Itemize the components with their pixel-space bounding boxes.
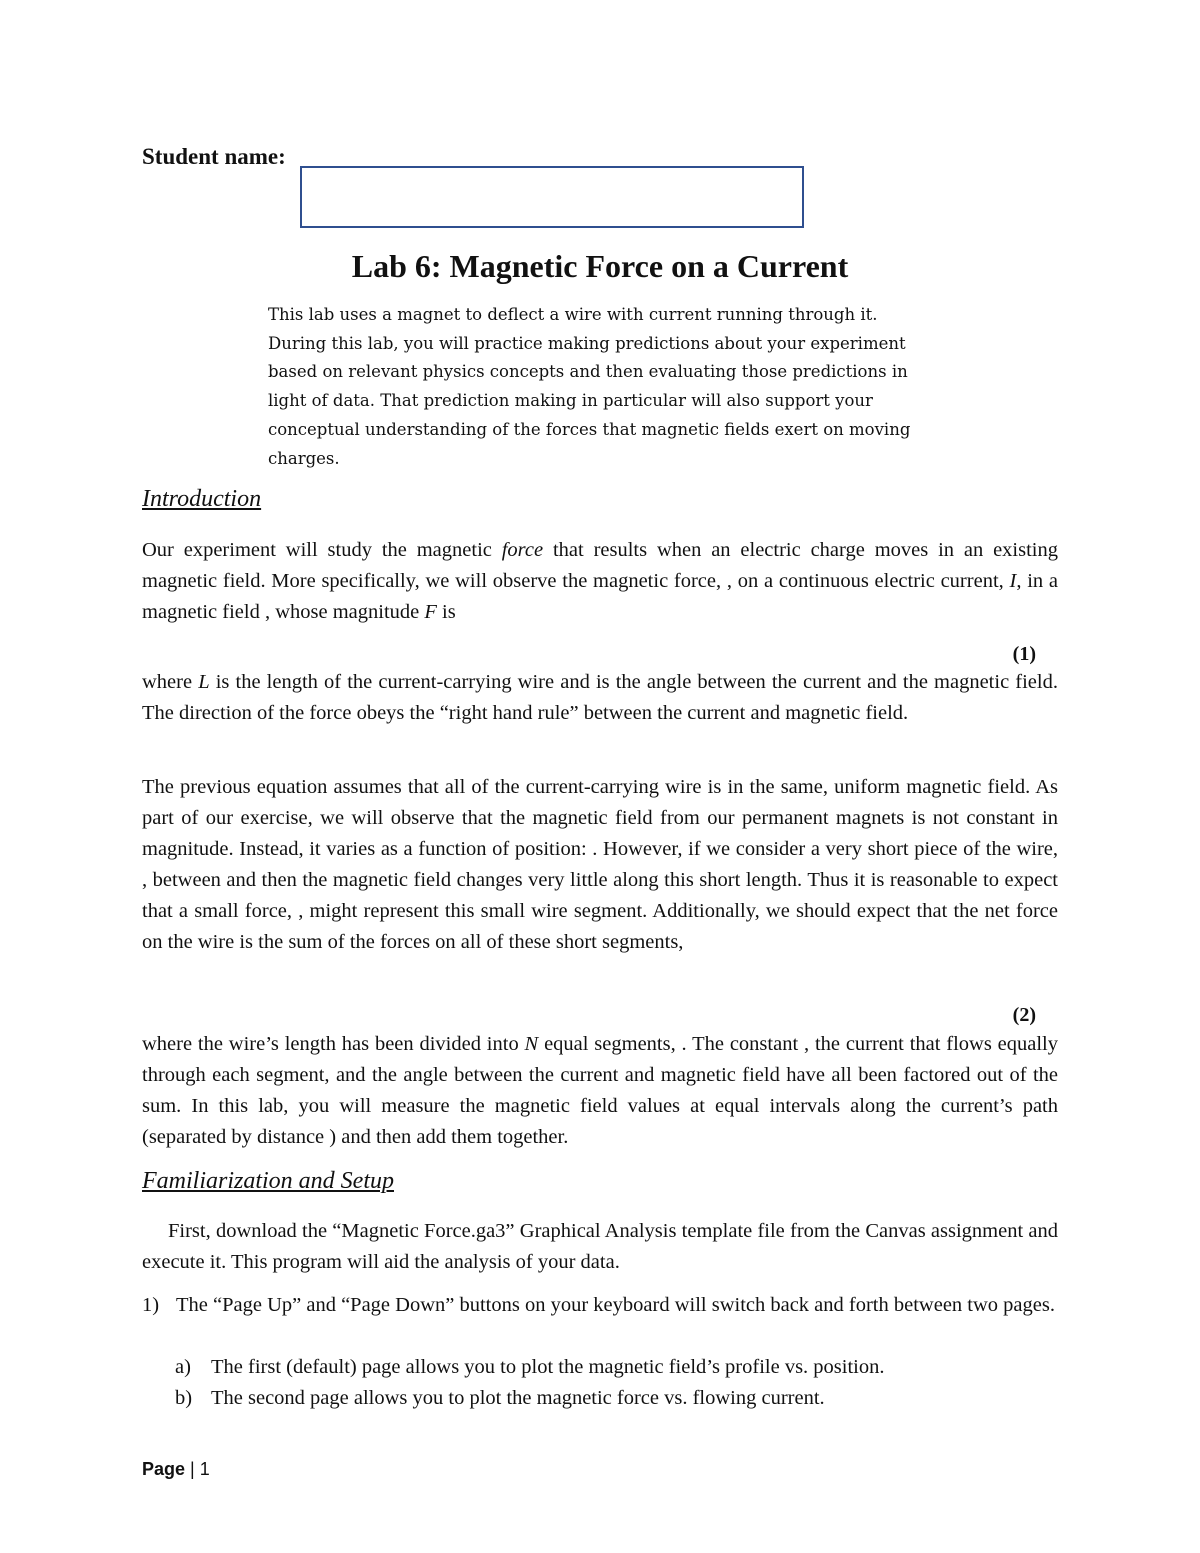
student-name-input-box[interactable] [300, 166, 804, 228]
abstract-paragraph: This lab uses a magnet to deflect a wire with current running through it. During this lab, you will practice making predictions about your experiment based on relevant physics concepts and then evaluating those predictions in light of data. That prediction making in particular will also support your conceptual understanding of the forces that magnetic fields exert on moving charges. [268, 305, 911, 468]
list-item-a-text: The first (default) page allows you to plot the magnetic field’s profile vs. position. [211, 1356, 885, 1378]
intro-paragraph-3: The previous equation assumes that all of the current-carrying wire is in the same, uniform magnetic field. As part of our exercise, we will observe that the magnetic field from our permanent magnets is not constant in magnitude. Instead, it varies as a function of position: . However, if we consider a very short piece of the wire, , between and then the magnetic field changes very little along this short length. Thus it is reasonable to expect that a small force, , might represent this small wire segment. Additionally, we should expect that the net force on the wire is the sum of the forces on all of these short segments, [142, 776, 1058, 953]
list-item-b [175, 1383, 1058, 1414]
list-item-b-marker: b) [175, 1387, 193, 1409]
setup-heading: Familiarization and Setup [142, 1168, 394, 1194]
intro-p1-force-symbol: F [424, 601, 437, 623]
list-item-a-marker: a) [175, 1356, 191, 1378]
list-item-1 [142, 1290, 1058, 1321]
footer-page-number: 1 [199, 1459, 210, 1479]
list-item-1-text: The “Page Up” and “Page Down” buttons on your keyboard will switch back and forth between two pages. [176, 1294, 1055, 1316]
intro-paragraph-1 [142, 535, 1058, 628]
page-title: Lab 6: Magnetic Force on a Current [351, 248, 849, 284]
intro-paragraph-2 [142, 667, 1058, 729]
intro-p1-text-c: , in a magnetic field , whose magnitude [142, 570, 1058, 623]
setup-paragraph: First, download the “Magnetic Force.ga3” Graphical Analysis template file from the Canvas assignment and execute it. This program will aid the analysis of your data. [142, 1220, 1058, 1273]
footer-page-label: Page [142, 1459, 186, 1479]
intro-p1-text-d: is [436, 601, 456, 623]
intro-p2-length-symbol: L [198, 671, 210, 693]
page-footer [142, 1459, 210, 1480]
list-item-1-marker: 1) [142, 1294, 160, 1316]
intro-p1-text-a: Our experiment will study the magnetic [142, 539, 502, 561]
intro-p4-n-symbol: N [524, 1033, 539, 1055]
intro-p2-text-b: is the length of the current-carrying wire and is the angle between the current and the magnetic field. The direction of the force obeys the “right hand rule” between the current and magnetic field. [142, 671, 1058, 724]
introduction-heading: Introduction [142, 486, 262, 512]
intro-p1-force-word: force [501, 539, 544, 561]
list-item-b-text: The second page allows you to plot the magnetic force vs. flowing current. [211, 1387, 825, 1409]
footer-separator: | [190, 1459, 195, 1479]
intro-p4-text-a: where the wire’s length has been divided into [142, 1033, 525, 1055]
intro-p2-text-a: where [142, 671, 199, 693]
equation-1-number: (1) [1012, 643, 1036, 665]
student-name-label: Student name: [142, 144, 286, 169]
intro-p1-text-b: that results when an electric charge moves in an existing magnetic field. More specifically, we will observe the magnetic force, , on a continuous electric current, [142, 539, 1058, 592]
equation-2-number: (2) [1012, 1004, 1036, 1026]
intro-paragraph-4 [142, 1029, 1058, 1153]
intro-p1-current-symbol: I [1009, 570, 1017, 592]
list-item-a [175, 1352, 1058, 1383]
intro-p4-text-b: equal segments, . The constant , the current that flows equally through each segment, and the angle between the current and magnetic field have all been factored out of the sum. In this lab, you will measure the magnetic field values at equal intervals along the current’s path (separated by distance ) and then add them together. [142, 1033, 1059, 1148]
